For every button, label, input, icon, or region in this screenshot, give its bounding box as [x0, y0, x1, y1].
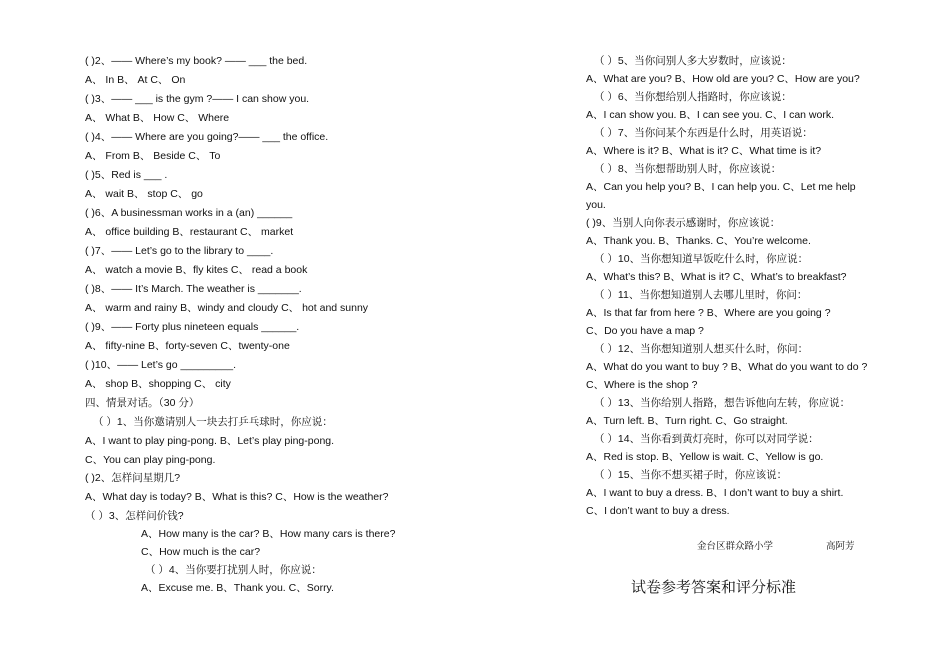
options-line: C、How much is the car?	[141, 546, 261, 558]
school-name: 金台区群众路小学	[697, 541, 774, 552]
options-line: A、What’s this? B、What is it? C、What’s to breakfast?	[586, 271, 847, 283]
question-line: （ ）14、当你看到黄灯亮时，你可以对同学说：	[594, 433, 819, 445]
section-heading: 四、情景对话。（30 分）	[85, 397, 200, 409]
options-line: A、Where is it? B、What is it? C、What time is it?	[586, 145, 822, 157]
options-line: A、 What B、 How C、 Where	[85, 112, 230, 124]
question-line: ( )9、—— Forty plus nineteen equals ______.	[85, 321, 300, 333]
question-line: （ ）11、当你想知道别人去哪儿里时，你问：	[594, 289, 808, 301]
question-line: （ ）8、当你想帮助别人时，你应该说：	[594, 163, 782, 175]
question-line: ( )4、—— Where are you going?—— ___ the office.	[85, 131, 329, 143]
question-line: ( )6、A businessman works in a (an) ______	[85, 207, 293, 219]
options-line: C、I don’t want to buy a dress.	[586, 505, 730, 517]
options-line: A、Thank you. B、Thanks. C、You’re welcome.	[586, 235, 811, 247]
options-line: C、You can play ping-pong.	[85, 454, 216, 466]
question-line: ( )9、当别人向你表示感谢时，你应该说：	[586, 217, 781, 229]
options-line-continued: you.	[586, 199, 606, 211]
question-line: （ ）4、当你要打扰别人时，你应说：	[145, 564, 322, 576]
options-line: A、I can show you. B、I can see you. C、I can work.	[586, 109, 835, 121]
question-line: （ ）7、当你问某个东西是什么时，用英语说：	[594, 127, 813, 139]
question-line: ( )7、—— Let’s go to the library to ____.	[85, 245, 274, 257]
question-line: ( )3、—— ___ is the gym ?—— I can show you.	[85, 93, 310, 105]
options-line: A、 watch a movie B、fly kites C、 read a book	[85, 264, 308, 276]
options-line: A、Excuse me. B、Thank you. C、Sorry.	[141, 582, 334, 594]
options-line: C、Do you have a map ?	[586, 325, 704, 337]
question-line: ( )2、怎样问星期几?	[85, 472, 181, 484]
options-line: A、Can you help you? B、I can help you. C、Let me help	[586, 181, 856, 193]
question-line: ( )5、Red is ___ .	[85, 169, 168, 181]
question-line: ( )8、—— It’s March. The weather is _______.	[85, 283, 302, 295]
options-line: A、 office building B、restaurant C、 market	[85, 226, 294, 238]
options-line: A、 fifty-nine B、forty-seven C、twenty-one	[85, 340, 290, 352]
question-line: （ ）3、怎样问价钱?	[85, 510, 184, 522]
question-line: （ ）10、当你想知道早饭吃什么时，你应说：	[594, 253, 809, 265]
question-line: （ ）15、当你不想买裙子时，你应该说：	[594, 469, 788, 481]
question-line: （ ）1、当你邀请别人一块去打乒乓球时，你应说：	[93, 416, 333, 428]
question-line: ( )10、—— Let’s go _________.	[85, 359, 236, 371]
question-line: （ ）12、当你想知道别人想买什么时，你问：	[594, 343, 809, 355]
question-line: （ ）6、当你想给别人指路时，你应该说：	[594, 91, 792, 103]
question-line: （ ）5、当你问别人多大岁数时，应该说：	[594, 55, 792, 67]
options-line: A、I want to buy a dress. B、I don’t want to buy a shirt.	[586, 487, 844, 499]
options-line: A、 From B、 Beside C、 To	[85, 150, 221, 162]
options-line: A、I want to play ping-pong. B、Let’s play ping-pong.	[85, 435, 335, 447]
options-line: A、 shop B、shopping C、 city	[85, 378, 231, 390]
options-line: A、What day is today? B、What is this? C、How is the weather?	[85, 491, 389, 503]
teacher-name: 高阿芳	[826, 541, 855, 552]
question-line: （ ）13、当你给别人指路，想告诉他向左转，你应说：	[594, 397, 851, 409]
options-line: A、 In B、 At C、 On	[85, 74, 186, 86]
options-line: C、Where is the shop ?	[586, 379, 698, 391]
question-line: ( )2、—— Where’s my book? —— ___ the bed.	[85, 55, 308, 67]
options-line: A、What are you? B、How old are you? C、How are you?	[586, 73, 860, 85]
options-line: A、What do you want to buy ? B、What do you want to do ?	[586, 361, 868, 373]
answer-key-title: 试卷参考答案和评分标准	[631, 578, 797, 596]
options-line: A、Is that far from here ? B、Where are you going ?	[586, 307, 831, 319]
options-line: A、Turn left. B、Turn right. C、Go straight.	[586, 415, 788, 427]
options-line: A、 wait B、 stop C、 go	[85, 188, 203, 200]
options-line: A、 warm and rainy B、windy and cloudy C、 hot and sunny	[85, 302, 369, 314]
options-line: A、How many is the car? B、How many cars is there?	[141, 528, 396, 540]
options-line: A、Red is stop. B、Yellow is wait. C、Yellow is go.	[586, 451, 824, 463]
